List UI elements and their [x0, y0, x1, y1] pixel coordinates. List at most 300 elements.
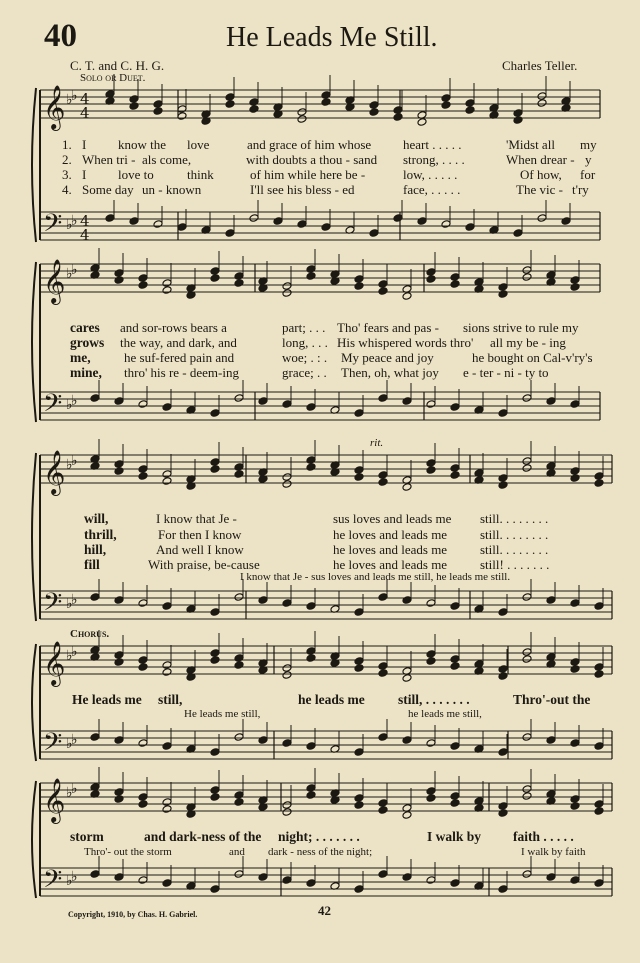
note-head — [522, 464, 532, 473]
note-head — [162, 879, 172, 888]
note-head — [162, 742, 172, 751]
key-signature-flat-icon: ♭ — [71, 393, 78, 409]
note-head — [537, 99, 547, 108]
lyric-word: thrill, — [84, 527, 117, 542]
note-head — [321, 91, 331, 100]
note-head — [282, 664, 292, 673]
key-signature-flat-icon: ♭ — [66, 596, 73, 612]
lyric-word: face, . . . . . — [403, 182, 461, 197]
note-head — [594, 742, 604, 751]
performance-note: Solo or Duet. — [80, 72, 146, 84]
note-head — [258, 736, 268, 745]
key-signature-flat-icon: ♭ — [71, 869, 78, 885]
note-head — [522, 266, 532, 275]
verse-3-num: 3. — [62, 167, 72, 182]
treble-clef-icon: 𝄞 — [43, 259, 66, 303]
bass-clef-icon: 𝄢 — [43, 728, 63, 763]
note-head — [90, 593, 100, 602]
lyric-word: thro' his re - deem-ing — [124, 365, 239, 380]
note-head — [138, 472, 148, 481]
note-head — [594, 670, 604, 679]
note-head — [282, 289, 292, 298]
key-signature-flat-icon: ♭ — [71, 781, 78, 797]
lyric-word: part; . . . — [282, 320, 326, 335]
note-head — [369, 108, 379, 117]
treble-clef-icon: 𝄞 — [43, 641, 66, 685]
note-head — [210, 656, 220, 665]
note-head — [537, 92, 547, 101]
lyric-word: grows — [70, 335, 105, 350]
note-head — [465, 223, 475, 232]
hymn-number: 40 — [44, 18, 77, 54]
note-head — [210, 267, 220, 276]
note-head — [354, 748, 364, 757]
lyric-word: of him while here be - — [250, 167, 366, 182]
chorus-label: Chorus. — [70, 628, 110, 640]
bass-clef-icon: 𝄢 — [43, 865, 63, 900]
note-head — [354, 466, 364, 475]
note-head — [234, 661, 244, 670]
note-head — [570, 739, 580, 748]
lyric-word: long, . . . — [282, 335, 328, 350]
note-head — [162, 477, 172, 486]
note-head — [378, 733, 388, 742]
note-head — [402, 873, 412, 882]
system-brace — [32, 644, 36, 761]
lyric-word: and grace of him whose — [247, 137, 372, 152]
note-head — [537, 214, 547, 223]
lyric-word: still, — [158, 692, 183, 707]
lyric-word: hill, — [84, 542, 107, 557]
note-head — [546, 397, 556, 406]
lyric-word: y — [585, 152, 592, 167]
lyric-word: mine, — [70, 365, 102, 380]
lyric-word: strong, . . . . — [403, 152, 465, 167]
note-head — [522, 457, 532, 466]
treble-clef-icon: 𝄞 — [43, 778, 66, 822]
lyric-word: For then I know — [158, 527, 242, 542]
note-head — [282, 400, 292, 409]
note-head — [354, 664, 364, 673]
note-head — [354, 409, 364, 418]
bass-lyric: I walk by faith — [521, 846, 586, 858]
note-head — [258, 873, 268, 882]
lyric-word: me, — [70, 350, 91, 365]
note-head — [210, 885, 220, 894]
note-head — [441, 94, 451, 103]
note-head — [138, 793, 148, 802]
key-signature-flat-icon: ♭ — [66, 217, 73, 233]
note-head — [522, 593, 532, 602]
note-head — [498, 290, 508, 299]
rit-mark: rit. — [370, 437, 384, 449]
note-head — [234, 870, 244, 879]
lyric-word: With praise, be-cause — [148, 557, 260, 572]
bass-lyric: dark - ness of the night; — [268, 846, 373, 858]
bass-clef-icon: 𝄢 — [43, 209, 63, 244]
key-signature-flat-icon: ♭ — [66, 457, 73, 473]
lyric-word: woe; . : . — [282, 350, 328, 365]
note-head — [234, 470, 244, 479]
lyric-word: sions strive to rule my — [463, 320, 579, 335]
note-head — [498, 481, 508, 490]
note-head — [570, 467, 580, 476]
note-head — [354, 794, 364, 803]
lyric-word: When drear - — [506, 152, 575, 167]
note-head — [354, 282, 364, 291]
lyric-word: faith . . . . . — [513, 829, 574, 844]
note-head — [306, 742, 316, 751]
lyric-word: love to — [118, 167, 154, 182]
note-head — [210, 458, 220, 467]
note-head — [114, 873, 124, 882]
note-head — [282, 599, 292, 608]
note-head — [225, 93, 235, 102]
note-head — [450, 742, 460, 751]
note-head — [450, 464, 460, 473]
note-head — [522, 655, 532, 664]
lyric-word: Tho' fears and pas - — [337, 320, 439, 335]
note-head — [378, 287, 388, 296]
note-head — [513, 116, 523, 125]
treble-clef-icon: 𝄞 — [43, 85, 66, 129]
note-head — [378, 806, 388, 815]
note-head — [498, 665, 508, 674]
note-head — [306, 879, 316, 888]
note-head — [249, 214, 259, 223]
note-head — [498, 802, 508, 811]
lyric-word: know the — [118, 137, 167, 152]
note-head — [162, 805, 172, 814]
note-head — [138, 465, 148, 474]
note-head — [570, 876, 580, 885]
note-head — [522, 648, 532, 657]
note-head — [417, 217, 427, 226]
note-head — [570, 400, 580, 409]
note-head — [426, 739, 436, 748]
note-head — [450, 602, 460, 611]
note-head — [162, 661, 172, 670]
note-head — [138, 599, 148, 608]
words-credit: C. T. and C. H. G. — [70, 58, 165, 73]
lyric-word: I — [82, 137, 87, 152]
note-head — [162, 279, 172, 288]
note-head — [378, 669, 388, 678]
note-head — [162, 470, 172, 479]
note-head — [426, 466, 436, 475]
note-head — [426, 275, 436, 284]
note-head — [234, 593, 244, 602]
note-head — [546, 596, 556, 605]
note-head — [522, 394, 532, 403]
note-head — [234, 279, 244, 288]
note-head — [450, 655, 460, 664]
note-head — [498, 885, 508, 894]
lyric-word: the way, and dark, and — [120, 335, 237, 350]
page-number: 42 — [318, 903, 331, 918]
note-head — [450, 879, 460, 888]
lyric-word: will, — [84, 511, 109, 526]
bass-lyric: Thro'- out the storm — [84, 846, 172, 858]
note-head — [282, 480, 292, 489]
note-head — [138, 739, 148, 748]
lyric-word: His whispered words thro' — [337, 335, 474, 350]
note-head — [306, 265, 316, 274]
note-head — [594, 800, 604, 809]
note-head — [417, 118, 427, 127]
note-head — [441, 101, 451, 110]
lyric-word: When tri - — [82, 152, 136, 167]
note-head — [138, 274, 148, 283]
note-head — [594, 807, 604, 816]
note-head — [129, 95, 139, 104]
note-head — [282, 671, 292, 680]
note-head — [426, 787, 436, 796]
note-head — [393, 214, 403, 223]
note-head — [162, 403, 172, 412]
note-head — [210, 608, 220, 617]
note-head — [306, 463, 316, 472]
note-head — [234, 463, 244, 472]
note-head — [306, 456, 316, 465]
note-head — [594, 663, 604, 672]
lyric-word: he loves and leads me — [333, 542, 448, 557]
note-head — [114, 788, 124, 797]
note-head — [306, 272, 316, 281]
copyright-notice: Copyright, 1910, by Chas. H. Gabriel. — [68, 910, 198, 919]
system-brace — [32, 453, 36, 621]
lyric-word: grace; . . — [282, 365, 327, 380]
lyric-word: he suf-fered pain and — [124, 350, 235, 365]
bass-clef-icon: 𝄢 — [43, 588, 63, 623]
note-head — [306, 403, 316, 412]
note-head — [114, 276, 124, 285]
note-head — [402, 674, 412, 683]
key-signature-flat-icon: ♭ — [71, 592, 78, 608]
note-head — [498, 474, 508, 483]
note-head — [234, 733, 244, 742]
note-head — [306, 791, 316, 800]
note-head — [498, 748, 508, 757]
note-head — [378, 662, 388, 671]
key-signature-flat-icon: ♭ — [71, 213, 78, 229]
note-head — [225, 100, 235, 109]
note-head — [465, 106, 475, 115]
note-head — [138, 656, 148, 665]
time-signature-icon: 4 — [80, 104, 90, 122]
time-signature-icon: 4 — [80, 226, 90, 244]
note-head — [234, 654, 244, 663]
note-head — [138, 663, 148, 672]
treble-clef-icon: 𝄞 — [43, 450, 66, 494]
note-head — [522, 273, 532, 282]
note-head — [378, 394, 388, 403]
note-head — [114, 736, 124, 745]
lyric-word: night; . . . . . . . — [278, 829, 360, 844]
lyric-word: still. . . . . . . . — [480, 527, 549, 542]
verse-2-num: 2. — [62, 152, 72, 167]
lyric-word: My peace and joy — [341, 350, 434, 365]
note-head — [210, 748, 220, 757]
bass-lyric: He leads me still, — [184, 708, 261, 720]
note-head — [282, 739, 292, 748]
note-head — [354, 801, 364, 810]
lyric-word: t'ry — [572, 182, 589, 197]
bass-lyric: and — [229, 846, 245, 858]
note-head — [570, 474, 580, 483]
note-head — [546, 736, 556, 745]
note-head — [498, 672, 508, 681]
note-head — [210, 409, 220, 418]
note-head — [378, 471, 388, 480]
key-signature-flat-icon: ♭ — [71, 732, 78, 748]
note-head — [114, 397, 124, 406]
key-signature-flat-icon: ♭ — [66, 785, 73, 801]
lyric-word: storm — [70, 829, 104, 844]
lyric-word: he bought on Cal-v'ry's — [472, 350, 593, 365]
note-head — [153, 100, 163, 109]
note-head — [465, 99, 475, 108]
lyric-word: still! . . . . . . . — [480, 557, 550, 572]
note-head — [513, 229, 523, 238]
lyric-word: and sor-rows bears a — [120, 320, 227, 335]
note-head — [129, 102, 139, 111]
lyric-word: think — [187, 167, 214, 182]
note-head — [321, 98, 331, 107]
lyric-word: all my be - ing — [490, 335, 566, 350]
verse-4-num: 4. — [62, 182, 72, 197]
note-head — [522, 733, 532, 742]
note-head — [393, 106, 403, 115]
note-head — [426, 657, 436, 666]
note-head — [402, 397, 412, 406]
note-head — [114, 651, 124, 660]
note-head — [162, 668, 172, 677]
note-head — [138, 400, 148, 409]
note-head — [570, 283, 580, 292]
lyric-word: low, . . . . . — [403, 167, 458, 182]
key-signature-flat-icon: ♭ — [66, 266, 73, 282]
note-head — [450, 471, 460, 480]
note-head — [426, 599, 436, 608]
note-head — [522, 792, 532, 801]
note-head — [570, 795, 580, 804]
key-signature-flat-icon: ♭ — [66, 648, 73, 664]
system-brace — [32, 262, 36, 422]
note-head — [378, 280, 388, 289]
note-head — [354, 473, 364, 482]
note-head — [402, 483, 412, 492]
lyric-word: Of how, — [520, 167, 562, 182]
lyric-word: with doubts a thou - sand — [246, 152, 378, 167]
bass-clef-icon: 𝄢 — [43, 389, 63, 424]
key-signature-flat-icon: ♭ — [71, 644, 78, 660]
key-signature-flat-icon: ♭ — [66, 92, 73, 108]
note-head — [114, 269, 124, 278]
note-head — [393, 113, 403, 122]
note-head — [513, 109, 523, 118]
note-head — [426, 876, 436, 885]
note-head — [369, 101, 379, 110]
bass-lyric-line: I know that Je - sus loves and leads me still, he leads me still. — [240, 571, 511, 583]
note-head — [354, 608, 364, 617]
note-head — [153, 220, 163, 229]
lyric-word: fill — [84, 557, 100, 572]
key-signature-flat-icon: ♭ — [66, 397, 73, 413]
note-head — [378, 478, 388, 487]
note-head — [570, 658, 580, 667]
note-head — [225, 229, 235, 238]
lyric-word: e - ter - ni - ty to — [463, 365, 549, 380]
note-head — [258, 596, 268, 605]
note-head — [450, 792, 460, 801]
lyric-word: Then, oh, what joy — [341, 365, 439, 380]
note-head — [153, 107, 163, 116]
note-head — [282, 473, 292, 482]
note-head — [402, 292, 412, 301]
note-head — [594, 602, 604, 611]
note-head — [594, 479, 604, 488]
note-head — [282, 801, 292, 810]
note-head — [594, 472, 604, 481]
note-head — [594, 879, 604, 888]
note-head — [297, 108, 307, 117]
note-head — [114, 596, 124, 605]
lyric-word: heart . . . . . — [403, 137, 462, 152]
note-head — [450, 280, 460, 289]
note-head — [258, 397, 268, 406]
note-head — [297, 115, 307, 124]
note-head — [402, 596, 412, 605]
note-head — [498, 809, 508, 818]
note-head — [570, 665, 580, 674]
note-head — [129, 217, 139, 226]
note-head — [90, 870, 100, 879]
lyric-word: still, . . . . . . . — [398, 692, 470, 707]
lyric-word: he loves and leads me — [333, 557, 448, 572]
lyric-word: I — [82, 167, 87, 182]
key-signature-flat-icon: ♭ — [71, 453, 78, 469]
note-head — [402, 811, 412, 820]
lyric-word: cares — [70, 320, 100, 335]
note-head — [282, 282, 292, 291]
note-head — [210, 465, 220, 474]
note-head — [570, 599, 580, 608]
note-head — [450, 273, 460, 282]
bass-lyric: he leads me still, — [408, 708, 482, 720]
lyric-word: sus loves and leads me — [333, 511, 452, 526]
note-head — [450, 662, 460, 671]
lyric-word: Thro'-out the — [513, 692, 591, 707]
note-head — [234, 791, 244, 800]
key-signature-flat-icon: ♭ — [66, 873, 73, 889]
note-head — [354, 657, 364, 666]
note-head — [522, 785, 532, 794]
note-head — [138, 876, 148, 885]
note-head — [234, 272, 244, 281]
note-head — [522, 870, 532, 879]
note-head — [369, 229, 379, 238]
note-head — [234, 798, 244, 807]
lyric-word: I know that Je - — [156, 511, 237, 526]
verse-1-num: 1. — [62, 137, 72, 152]
note-head — [210, 793, 220, 802]
note-head — [426, 459, 436, 468]
note-head — [354, 275, 364, 284]
note-head — [570, 802, 580, 811]
note-head — [105, 214, 115, 223]
note-head — [561, 217, 571, 226]
